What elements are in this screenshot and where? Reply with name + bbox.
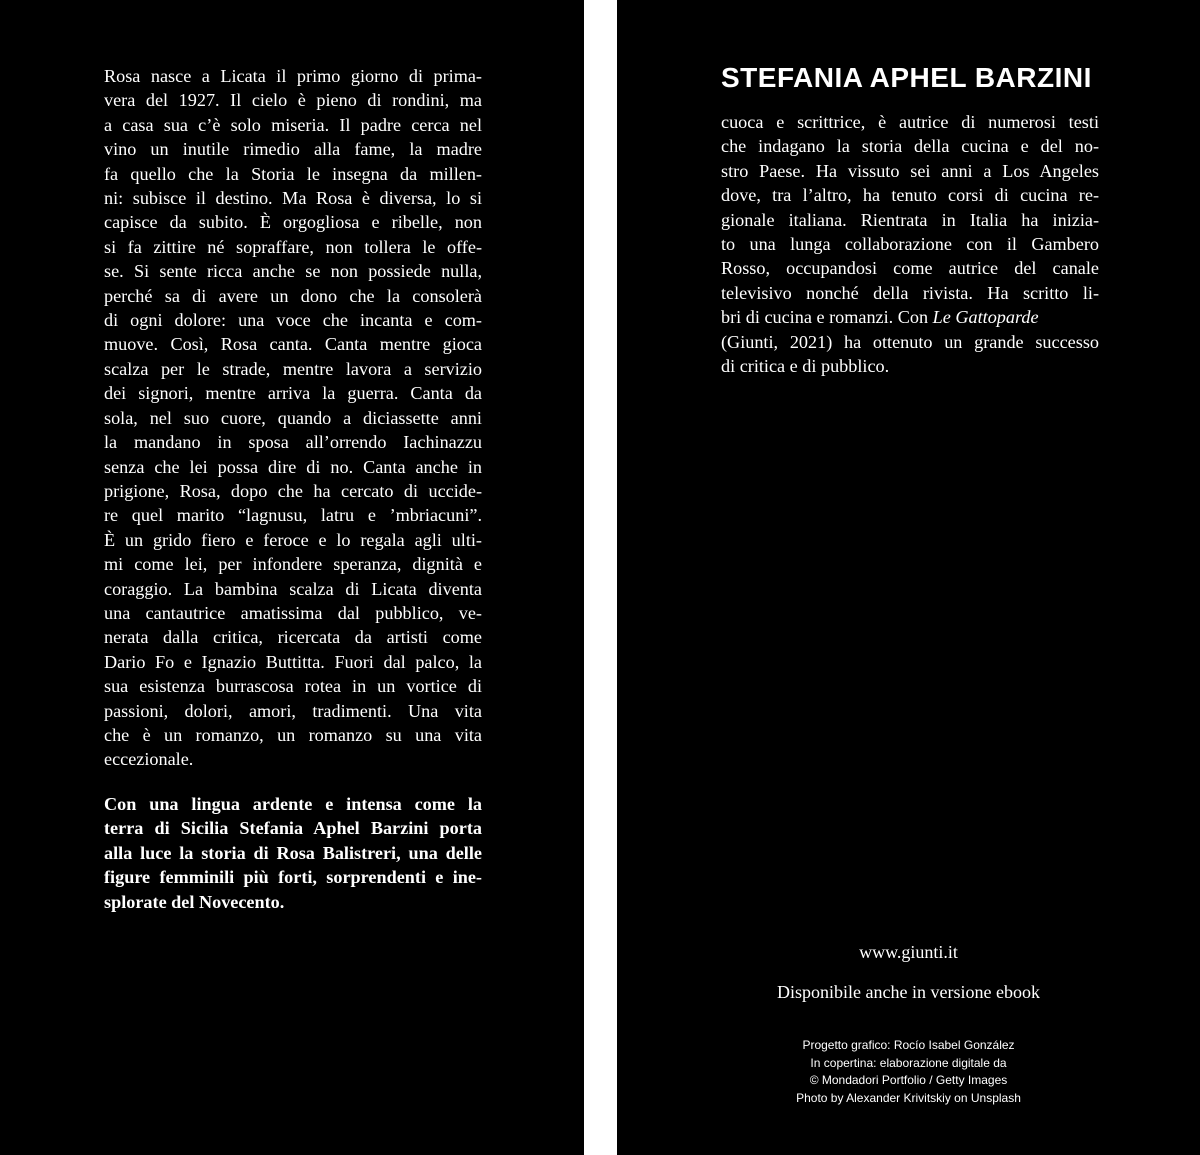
credit-line: Photo by Alexander Krivitskiy on Unsplash (796, 1090, 1021, 1105)
ebook-availability-note: Disponibile anche in versione ebook (777, 982, 1040, 1002)
synopsis-line: dei signori, mentre arriva la guerra. Canta da (104, 383, 482, 404)
highlight-line: alla luce la storia di Rosa Balistreri, una delle (104, 842, 482, 863)
synopsis-line: mi come lei, per infondere speranza, dignità e (104, 554, 482, 575)
synopsis-line: coraggio. La bambina scalza di Licata diventa (104, 578, 482, 599)
bio-line-text: bri di cucina e romanzi. Con (721, 307, 929, 328)
bio-line: to una lunga collaborazione con il Gambero (721, 234, 1099, 255)
publisher-website: www.giunti.it (859, 942, 958, 962)
synopsis-line: perché sa di avere un dono che la consolerà (104, 285, 482, 306)
synopsis-line: di ogni dolore: una voce che incanta e com- (104, 310, 482, 331)
synopsis-line: sola, nel suo cuore, quando a diciassette anni (104, 407, 482, 428)
synopsis-line: ni: subisce il destino. Ma Rosa è diversa, lo si (104, 188, 482, 209)
bio-line (721, 305, 1099, 329)
credit-line: Progetto grafico: Rocío Isabel González (802, 1038, 1015, 1052)
synopsis-line: prigione, Rosa, dopo che ha cercato di uccide- (104, 480, 482, 501)
bio-line: che indagano la storia della cucina e del no- (721, 136, 1099, 157)
synopsis-line: È un grido fiero e feroce e lo regala agli ulti- (104, 529, 482, 550)
synopsis-text (104, 64, 482, 772)
credits-block (617, 1037, 1200, 1107)
synopsis-line: vera del 1927. Il cielo è pieno di rondini, ma (104, 90, 482, 111)
highlight-line: splorate del Novecento. (104, 891, 285, 912)
synopsis-line: scalza per le strade, mentre lavora a servizio (104, 358, 482, 379)
synopsis-line: muove. Così, Rosa canta. Canta mentre gioca (104, 334, 482, 355)
synopsis-line: capisce da subito. È orgogliosa e ribelle, non (104, 212, 482, 233)
bio-line: Rosso, occupandosi come autrice del canale (721, 258, 1099, 279)
synopsis-line: la mandano in sposa all’orrendo Iachinazzu (104, 432, 482, 453)
highlight-line: terra di Sicilia Stefania Aphel Barzini porta (104, 818, 482, 839)
synopsis-line: re quel marito “lagnusu, latru e ’mbriacuni”. (104, 505, 482, 526)
synopsis-line: che è un romanzo, un romanzo su una vita (104, 724, 482, 745)
bio-line: dove, tra l’altro, ha tenuto corsi di cucina re- (721, 185, 1099, 206)
back-flap-left (0, 0, 584, 1155)
bio-line: di critica e di pubblico. (721, 356, 890, 377)
synopsis-highlight (104, 792, 482, 914)
book-title-italic: Le Gattoparde (932, 307, 1039, 328)
author-name-heading: STEFANIA APHEL BARZINI (721, 62, 1092, 93)
bio-line: gionale italiana. Rientrata in Italia ha inizia- (721, 209, 1099, 230)
author-bio (721, 110, 1099, 378)
synopsis-line: si fa zittire né sopraffare, non tollera le offe- (104, 236, 482, 257)
synopsis-line: a casa sua c’è solo miseria. Il padre cerca nel (104, 114, 482, 135)
bio-line: cuoca e scrittrice, è autrice di numerosi testi (721, 112, 1099, 132)
bio-line: (Giunti, 2021) ha ottenuto un grande successo (721, 331, 1099, 352)
author-flap-right (617, 0, 1200, 1155)
credit-line: © Mondadori Portfolio / Getty Images (809, 1073, 1008, 1087)
highlight-line: figure femminili più forti, sorprendenti e ine- (104, 867, 482, 888)
synopsis-line: nerata dalla critica, ricercata da artisti come (104, 627, 482, 648)
synopsis-line: passioni, dolori, amori, tradimenti. Una vita (104, 700, 482, 721)
synopsis-line: vino un inutile rimedio alla fame, la madre (104, 139, 482, 160)
synopsis-line: Rosa nasce a Licata il primo giorno di prima- (104, 66, 482, 86)
synopsis-line: fa quello che la Storia le insegna da millen- (104, 163, 482, 184)
synopsis-line: se. Si sente ricca anche se non possiede nulla, (104, 261, 482, 282)
synopsis-line: una cantautrice amatissima dal pubblico, ve- (104, 602, 482, 623)
highlight-line: Con una lingua ardente e intensa come la (104, 794, 482, 814)
synopsis-line: eccezionale. (104, 749, 194, 770)
bio-line: televisivo nonché della rivista. Ha scritto li- (721, 282, 1099, 303)
synopsis-line: senza che lei possa dire di no. Canta anche in (104, 456, 482, 477)
credit-line: In copertina: elaborazione digitale da (810, 1055, 1007, 1070)
bio-line: stro Paese. Ha vissuto sei anni a Los Angeles (721, 160, 1099, 181)
synopsis-line: sua esistenza burrascosa rotea in un vortice di (104, 676, 482, 697)
synopsis-line: Dario Fo e Ignazio Buttitta. Fuori dal palco, la (104, 651, 482, 672)
